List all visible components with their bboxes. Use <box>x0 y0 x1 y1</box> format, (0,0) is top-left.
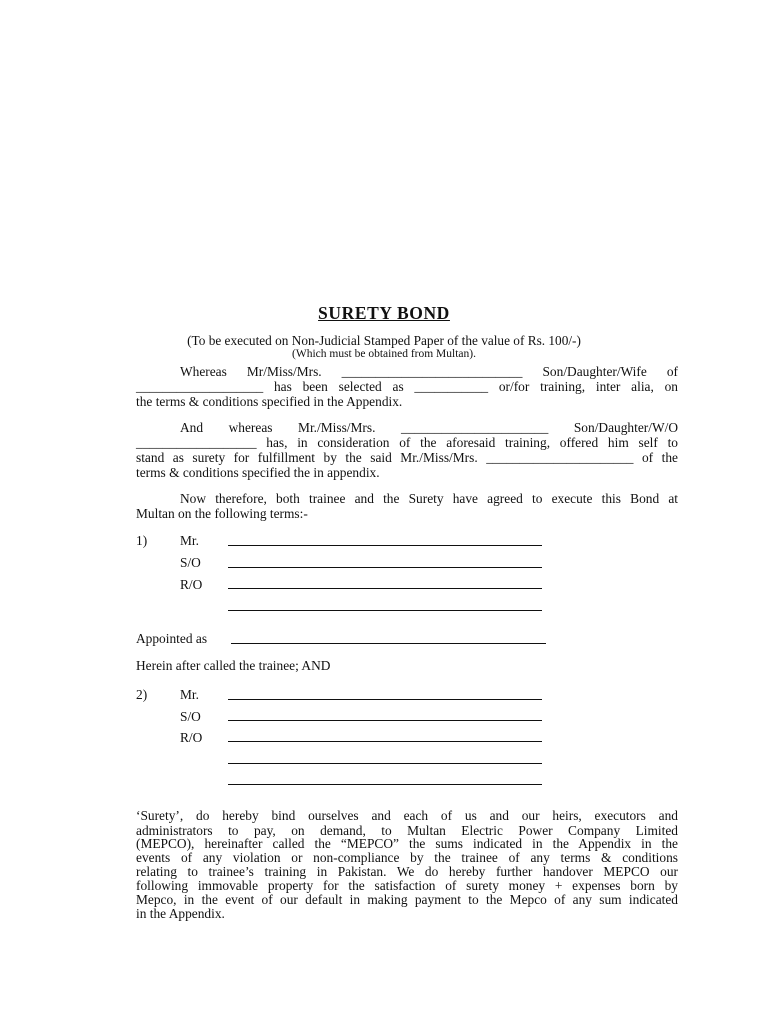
stamp-source-note: (Which must be obtained from Multan). <box>292 348 476 360</box>
surety-line-5: relating to trainee’s training in Pakistan. We do hereby further handover MEPCO our <box>136 864 678 879</box>
party-2-name-field[interactable] <box>228 699 542 700</box>
party-1-so-field[interactable] <box>228 567 542 568</box>
whereas-line-1: Whereas Mr/Miss/Mrs. ___________________________ Son/Daughter/Wife of <box>180 364 678 379</box>
party-2-ro-field-3[interactable] <box>228 784 542 785</box>
whereas-line-3: the terms & conditions specified in the Appendix. <box>136 394 403 409</box>
and-whereas-line-3: stand as surety for fulfillment by the said Mr./Miss/Mrs. ______________________ of the <box>136 450 678 465</box>
party-1-number: 1) <box>136 533 148 548</box>
party-1-ro-label: R/O <box>180 577 203 592</box>
and-whereas-line-4: terms & conditions specified the in appendix. <box>136 465 380 480</box>
party-1-so-label: S/O <box>180 555 201 570</box>
surety-line-2: administrators to pay, on demand, to Multan Electric Power Company Limited <box>136 823 678 838</box>
and-whereas-line-1: And whereas Mr./Miss/Mrs. ______________________ Son/Daughter/W/O <box>180 420 678 435</box>
party-2-ro-field-2[interactable] <box>228 763 542 764</box>
now-therefore-line-1: Now therefore, both trainee and the Surety have agreed to execute this Bond at <box>180 491 678 506</box>
surety-line-1: ‘Surety’, do hereby bind ourselves and each of us and our heirs, executors and <box>136 808 678 823</box>
party-1-name-field[interactable] <box>228 545 542 546</box>
party-1-ro-field[interactable] <box>228 588 542 589</box>
party-1-ro-field-2[interactable] <box>228 610 542 611</box>
party-2-so-label: S/O <box>180 709 201 724</box>
party-2-ro-field[interactable] <box>228 741 542 742</box>
now-therefore-line-2: Multan on the following terms:- <box>136 506 308 521</box>
party-2-number: 2) <box>136 687 148 702</box>
whereas-line-2: ___________________ has been selected as ___________ or/for training, inter alia, on <box>136 379 678 394</box>
party-2-mr-label: Mr. <box>180 687 199 702</box>
appointed-as-field[interactable] <box>231 643 546 644</box>
document-title: SURETY BOND <box>318 303 450 323</box>
party-1-mr-label: Mr. <box>180 533 199 548</box>
surety-line-3: (MEPCO), hereinafter called the “MEPCO” the sums indicated in the Appendix in the <box>136 836 678 851</box>
and-whereas-line-2: __________________ has, in consideration of the aforesaid training, offered him self to <box>136 435 678 450</box>
appointed-as-label: Appointed as <box>136 631 208 646</box>
party-2-so-field[interactable] <box>228 720 542 721</box>
surety-line-8: in the Appendix. <box>136 906 225 921</box>
party-2-ro-label: R/O <box>180 730 203 745</box>
surety-line-4: events of any violation or non-compliance by the trainee of any terms & conditions <box>136 850 678 865</box>
surety-line-6: following immovable property for the satisfaction of surety money + expenses born by <box>136 878 678 893</box>
trainee-note: Herein after called the trainee; AND <box>136 658 331 673</box>
surety-line-7: Mepco, in the event of our default in making payment to the Mepco of any sum indicated <box>136 892 678 907</box>
stamp-paper-note: (To be executed on Non-Judicial Stamped Paper of the value of Rs. 100/-) <box>187 333 581 348</box>
